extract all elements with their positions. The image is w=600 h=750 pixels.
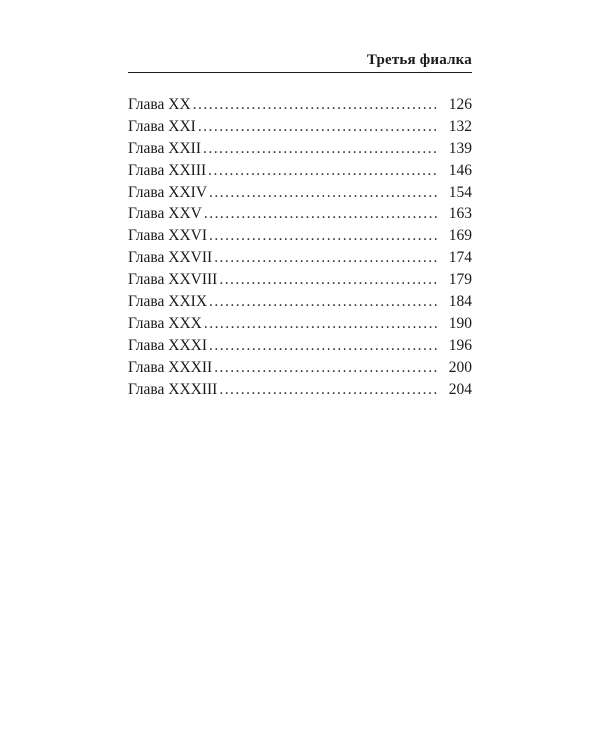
toc-entry[interactable] <box>128 313 472 335</box>
toc-entry[interactable] <box>128 116 472 138</box>
toc-entry-page: 163 <box>448 205 472 223</box>
toc-entry-label: Глава XXII <box>128 139 201 157</box>
toc-entry-page: 132 <box>448 117 472 135</box>
toc-entry-page: 184 <box>448 293 472 311</box>
toc-entry-label: Глава XX <box>128 96 191 113</box>
dot-leader <box>214 357 439 379</box>
toc-entry-label: Глава XXIII <box>128 161 207 179</box>
toc-entry-label: Глава XXXIII <box>128 380 218 398</box>
dot-leader <box>193 94 439 116</box>
toc-entry[interactable] <box>128 379 472 401</box>
toc-entry-page: 126 <box>448 96 472 113</box>
toc-entry-page: 146 <box>448 161 472 179</box>
toc-entry-page: 174 <box>448 249 472 267</box>
toc-entry[interactable] <box>128 269 472 291</box>
toc-entry-page: 179 <box>448 271 472 289</box>
table-of-contents <box>128 94 472 400</box>
dot-leader <box>209 335 439 357</box>
dot-leader <box>209 225 439 247</box>
toc-entry-page: 200 <box>448 358 472 376</box>
toc-entry-page: 196 <box>448 336 472 354</box>
toc-entry[interactable] <box>128 94 472 116</box>
toc-entry-label: Глава XXXI <box>128 336 208 354</box>
dot-leader <box>219 379 439 401</box>
toc-entry-label: Глава XXIX <box>128 293 208 311</box>
toc-entry-page: 204 <box>448 380 472 398</box>
dot-leader <box>219 269 439 291</box>
toc-entry-page: 169 <box>448 227 472 245</box>
toc-entry-page: 190 <box>448 314 472 332</box>
toc-entry-label: Глава XXVIII <box>128 271 218 289</box>
dot-leader <box>204 203 439 225</box>
toc-entry[interactable] <box>128 225 472 247</box>
running-head <box>128 50 472 73</box>
toc-entry[interactable] <box>128 357 472 379</box>
dot-leader <box>209 182 439 204</box>
dot-leader <box>198 116 439 138</box>
toc-entry-label: Глава XXV <box>128 205 202 223</box>
dot-leader <box>214 247 439 269</box>
toc-entry[interactable] <box>128 160 472 182</box>
dot-leader <box>203 138 439 160</box>
toc-entry-page: 154 <box>448 183 472 201</box>
toc-entry-label: Глава XXI <box>128 117 196 135</box>
dot-leader <box>209 291 439 313</box>
toc-entry-label: Глава XXXII <box>128 358 213 376</box>
running-title: Третья фиалка <box>366 52 472 68</box>
dot-leader <box>208 160 439 182</box>
toc-entry[interactable] <box>128 138 472 160</box>
toc-entry[interactable] <box>128 182 472 204</box>
toc-entry-page: 139 <box>448 139 472 157</box>
toc-entry-label: Глава XXX <box>128 314 202 332</box>
toc-entry[interactable] <box>128 335 472 357</box>
toc-entry[interactable] <box>128 291 472 313</box>
toc-entry-label: Глава XXIV <box>128 183 208 201</box>
toc-entry-label: Глава XXVII <box>128 249 213 267</box>
toc-entry[interactable] <box>128 247 472 269</box>
toc-entry-label: Глава XXVI <box>128 227 208 245</box>
dot-leader <box>204 313 439 335</box>
toc-entry[interactable] <box>128 203 472 225</box>
